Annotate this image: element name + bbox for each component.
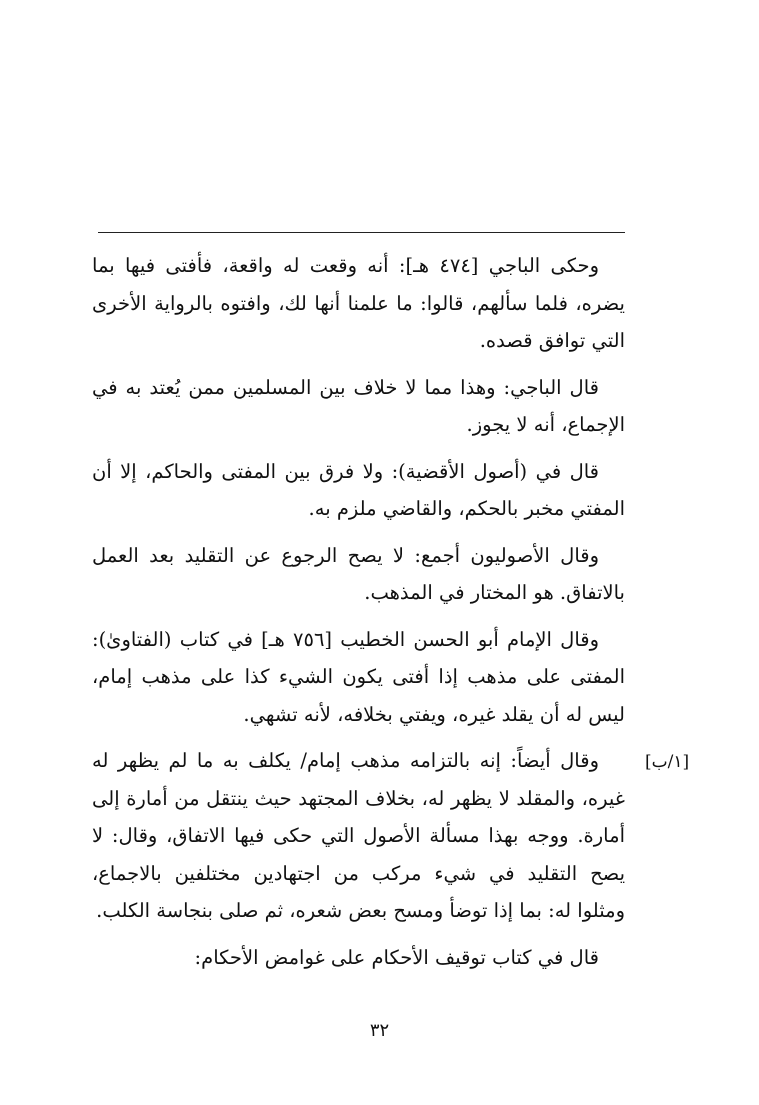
paragraph-1 [92, 247, 625, 360]
paragraph-6 [92, 742, 625, 930]
margin-folio-note: [١/ب] [645, 752, 690, 772]
paragraph-7-text: قال في كتاب توقيف الأحكام على غوامض الأحكام: [194, 945, 599, 969]
paragraph-2-text: قال الباجي: وهذا مما لا خلاف بين المسلمين ممن يُعتد به في الإجماع، أنه لا يجوز. [92, 375, 625, 436]
paragraph-5 [92, 621, 625, 734]
page-number: ٣٢ [369, 1020, 390, 1041]
paragraph-4-text: وقال الأصوليون أجمع: لا يصح الرجوع عن التقليد بعد العمل بالاتفاق. هو المختار في المذهب. [92, 543, 625, 604]
main-text [92, 247, 625, 976]
paragraph-5-text: وقال الإمام أبو الحسن الخطيب [٧٥٦ هـ] في كتاب (الفتاوىٰ): المفتى على مذهب إذا أفتى يكون الشيء كذا على مذهب إمام، ليس له أن يقلد غيره، ويفتي بخلافه، لأنه تشهي. [92, 627, 625, 726]
header-rule [98, 232, 625, 233]
paragraph-3-text: قال في (أصول الأقضية): ولا فرق بين المفتى والحاكم، إلا أن المفتي مخبر بالحكم، والقاضي ملزم به. [92, 459, 625, 520]
paragraph-1-text: وحكى الباجي [٤٧٤ هـ]: أنه وقعت له واقعة، فأفتى فيها بما يضره، فلما سألهم، قالوا: ما علمنا أنها لك، وافتوه بالرواية الأخرى التي توافق قصده. [92, 254, 625, 352]
paragraph-2 [92, 369, 625, 444]
paragraph-6-text: وقال أيضاً: إنه بالتزامه مذهب إمام/ يكلف به ما لم يظهر له غيره، والمقلد لا يظهر له، بخلاف المجتهد حيث ينتقل من أمارة إلى أمارة. ووجه بهذا مسألة الأصول التي حكى فيها الاتفاق، وقال: لا يصح التقليد في شيء مركب من اجتهادين مختلفين بالاجماع، ومثلوا له: بما إذا توضأ ومسح بعض شعره، ثم صلى بنجاسة الكلب. [92, 749, 625, 922]
paragraph-4 [92, 537, 625, 612]
paragraph-3 [92, 453, 625, 528]
paragraph-7 [92, 939, 625, 977]
